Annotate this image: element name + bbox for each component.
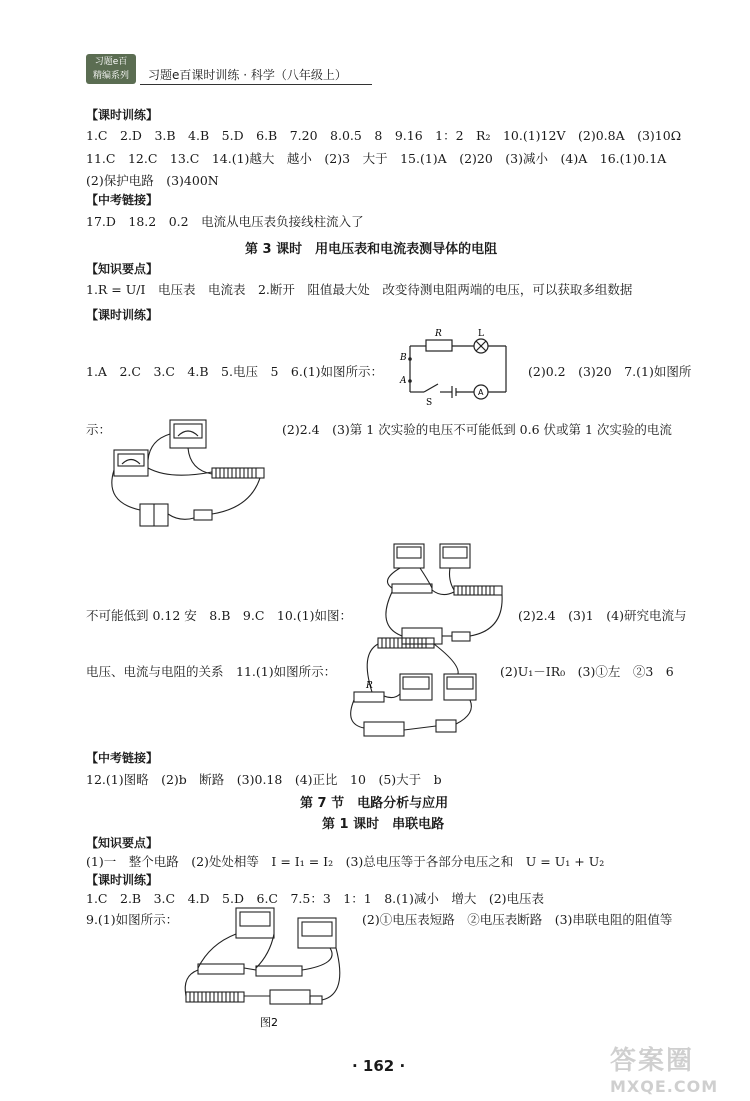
resistor-box (198, 964, 244, 974)
logo-line-2: 精编系列 (92, 71, 129, 81)
answer-line: 1.C 2.B 3.C 4.D 5.D 6.C 7.5：3 1：1 8.(1)减小 增大 (2)电压表 (86, 891, 545, 906)
label-ammeter: A (478, 388, 484, 397)
answer-line: 电压、电流与电阻的关系 11.(1)如图所示： (86, 664, 337, 679)
label-R: R (435, 329, 442, 339)
watermark-top: 答案圈 (610, 1046, 695, 1076)
running-header: 习题e百课时训练 · 科学（八年级上） (148, 68, 347, 82)
answer-line: 1.C 2.D 3.B 4.B 5.D 6.B 7.20 8.0.5 8 9.16 1：2 R₂ 10.(1)12V (2)0.8A (3)10Ω (86, 128, 682, 143)
answer-line: 1.R = U/I 电压表 电流表 2.断开 阻值最大处 改变待测电阻两端的电压，可以获取多组数据 (86, 282, 633, 297)
answer-line: (2)保护电路 (3)400N (86, 173, 219, 188)
answer-line: 9.(1)如图所示： (86, 912, 179, 927)
rheostat (186, 992, 244, 1002)
series-circuit-diagram (398, 326, 516, 406)
heading-training: 【课时训练】 (86, 873, 159, 887)
answer-line: (2)2.4 (3)1 (4)研究电流与 (518, 608, 687, 623)
label-A: A (400, 376, 407, 386)
section-title: 第 7 节 电路分析与应用 (300, 796, 449, 811)
answer-line: 不可能低到 0.12 安 8.B 9.C 10.(1)如图： (86, 608, 352, 623)
watermark (610, 1040, 750, 1100)
heading-training: 【课时训练】 (86, 308, 159, 322)
voltmeter-device (400, 674, 432, 700)
answer-line: 11.C 12.C 13.C 14.(1)越大 越小 (2)3 大于 15.(1)A (2)20 (3)减小 (4)A 16.(1)0.1A (86, 151, 667, 166)
heading-points: 【知识要点】 (86, 262, 159, 276)
answer-line: 12.(1)图略 (2)b 断路 (3)0.18 (4)正比 10 (5)大于 b (86, 772, 442, 787)
page-number: · 162 · (352, 1057, 406, 1075)
battery (364, 722, 404, 736)
heading-exam: 【中考链接】 (86, 751, 159, 765)
answer-line: (2)0.2 (3)20 7.(1)如图所 (528, 364, 692, 379)
answer-line: 1.A 2.C 3.C 4.B 5.电压 5 6.(1)如图所示： (86, 364, 384, 379)
switch (436, 720, 456, 732)
answer-line: (2)2.4 (3)第 1 次实验的电压不可能低到 0.6 伏或第 1 次实验的电流 (282, 422, 672, 437)
ammeter-device (440, 544, 470, 568)
answer-line: (2)①电压表短路 ②电压表断路 (3)串联电阻的阻值等 (362, 912, 673, 927)
heading-training-1: 【课时训练】 (86, 108, 159, 122)
resistor-symbol (426, 340, 452, 351)
label-B: B (400, 353, 407, 363)
logo-line-1: 习题e百 (94, 57, 128, 67)
heading-points: 【知识要点】 (86, 836, 159, 850)
apparatus-figure-q9 (180, 904, 352, 1030)
header-rule (140, 84, 372, 85)
ammeter-device (444, 674, 476, 700)
label-S: S (426, 398, 433, 406)
series-logo (86, 54, 136, 84)
apparatus-figure-q11 (340, 634, 480, 746)
switch (194, 510, 212, 520)
voltmeter-device (394, 544, 424, 568)
resistor-box (392, 584, 432, 593)
label-R-fig: R (366, 681, 373, 691)
battery (270, 990, 310, 1004)
heading-exam-1: 【中考链接】 (86, 193, 159, 207)
switch (310, 996, 322, 1004)
answer-line: (2)U₁－IR₀ (3)①左 ②3 6 (500, 664, 674, 679)
label-L: L (478, 329, 484, 339)
watermark-bottom: MXQE.COM (610, 1077, 719, 1096)
answer-line: 17.D 18.2 0.2 电流从电压表负接线柱流入了 (86, 214, 364, 229)
lesson-title: 第 3 课时 用电压表和电流表测导体的电阻 (245, 242, 498, 257)
switch-symbol (424, 384, 438, 392)
figure-caption: 图2 (260, 1016, 278, 1029)
resistor-box-2 (256, 966, 302, 976)
lesson-title: 第 1 课时 串联电路 (322, 817, 445, 832)
apparatus-figure-q7 (100, 410, 272, 538)
answer-line: (1)一 整个电路 (2)处处相等 I = I₁ = I₂ (3)总电压等于各部分电压之和 U = U₁ + U₂ (86, 854, 605, 869)
answer-line: 示： (86, 422, 112, 437)
resistor-box (354, 692, 384, 702)
